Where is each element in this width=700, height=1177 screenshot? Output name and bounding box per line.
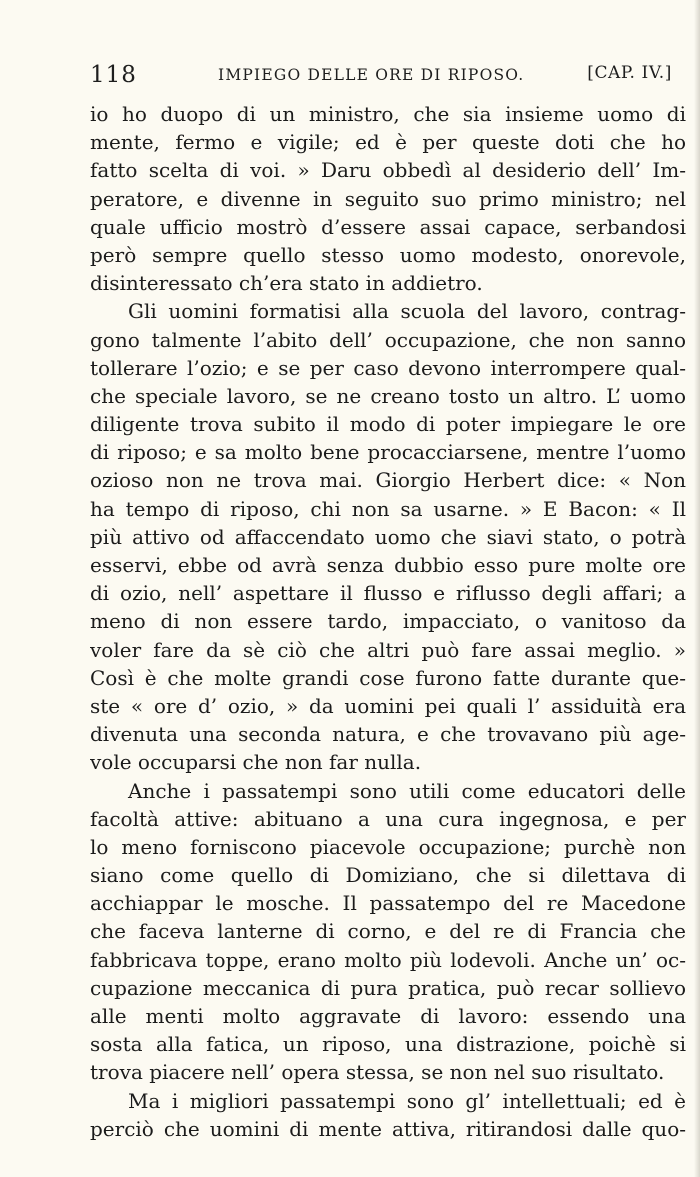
text-line: sosta alla fatica, un riposo, una distrazione, poichè si [90, 1032, 686, 1057]
text-line: fatto scelta di voi. » Daru obbedì al desiderio dell’ Im- [90, 158, 686, 183]
text-line: gono talmente l’abito dell’ occupazione, che non sanno [90, 327, 686, 352]
running-title: IMPIEGO DELLE ORE DI RIPOSO. [218, 66, 525, 84]
text-line: disinteressato ch’era stato in addietro. [90, 271, 483, 296]
text-line: facoltà attive: abituano a una cura ingegnosa, e per [90, 806, 686, 831]
text-line: siano come quello di Domiziano, che si dilettava di [90, 863, 686, 888]
text-line: acchiappar le mosche. Il passatempo del re Macedone [90, 891, 686, 916]
text-line: Gli uomini formatisi alla scuola del lavoro, contrag- [128, 299, 686, 324]
text-line: di riposo; e sa molto bene procacciarsene, mentre l’uomo [90, 440, 686, 465]
text-line: meno di non essere tardo, impacciato, o vanitoso da [90, 609, 686, 634]
text-line: fabbricava toppe, erano molto più lodevoli. Anche un’ oc- [90, 947, 686, 972]
text-line: trova piacere nell’ opera stessa, se non nel suo risultato. [90, 1060, 665, 1085]
text-line: però sempre quello stesso uomo modesto, onorevole, [90, 242, 686, 267]
text-line: Così è che molte grandi cose furono fatte durante que- [90, 665, 686, 690]
body-text [90, 100, 686, 1143]
text-line: quale ufficio mostrò d’essere assai capace, serbandosi [90, 214, 686, 239]
text-line: cupazione meccanica di pura pratica, può recar sollievo [90, 975, 686, 1000]
text-line: mente, fermo e vigile; ed è per queste doti che ho [90, 130, 686, 155]
text-line: Ma i migliori passatempi sono gl’ intellettuali; ed è [128, 1088, 686, 1113]
text-line: lo meno forniscono piacevole occupazione; purchè non [90, 834, 686, 859]
text-line: ste « ore d’ ozio, » da uomini pei quali l’ assiduità era [90, 693, 686, 718]
text-line: io ho duopo di un ministro, che sia insieme uomo di [90, 102, 686, 126]
text-line: che faceva lanterne di corno, e del re di Francia che [90, 919, 686, 944]
text-line: diligente trova subito il modo di poter impiegare le ore [90, 412, 686, 437]
text-line: che speciale lavoro, se ne creano tosto un altro. L’ uomo [90, 383, 686, 408]
page-header [82, 58, 674, 92]
text-line: divenuta una seconda natura, e che trovavano più age- [90, 722, 686, 747]
text-line: esservi, ebbe od avrà senza dubbio esso pure molte ore [90, 553, 686, 577]
text-line: vole occuparsi che non far nulla. [90, 750, 422, 775]
page-number: 118 [90, 62, 137, 88]
chapter-reference: [CAP. IV.] [587, 63, 672, 83]
text-line: voler fare da sè ciò che altri può fare assai meglio. » [90, 637, 686, 662]
text-line: ozioso non ne trova mai. Giorgio Herbert dice: « Non [90, 468, 686, 493]
text-line: di ozio, nell’ aspettare il flusso e riflusso degli affari; a [90, 581, 686, 606]
text-line: Anche i passatempi sono utili come educatori delle [128, 778, 686, 803]
text-line: peratore, e divenne in seguito suo primo ministro; nel [90, 186, 686, 211]
text-line: alle menti molto aggravate di lavoro: essendo una [90, 1004, 686, 1028]
text-line: più attivo od affaccendato uomo che siavi stato, o potrà [90, 524, 686, 549]
text-line: ha tempo di riposo, chi non sa usarne. » E Bacon: « Il [90, 496, 686, 521]
text-line: perciò che uomini di mente attiva, ritirandosi dalle quo- [90, 1116, 686, 1141]
text-line: tollerare l’ozio; e se per caso devono interrompere qual- [90, 355, 686, 380]
page-edge [694, 0, 700, 1177]
